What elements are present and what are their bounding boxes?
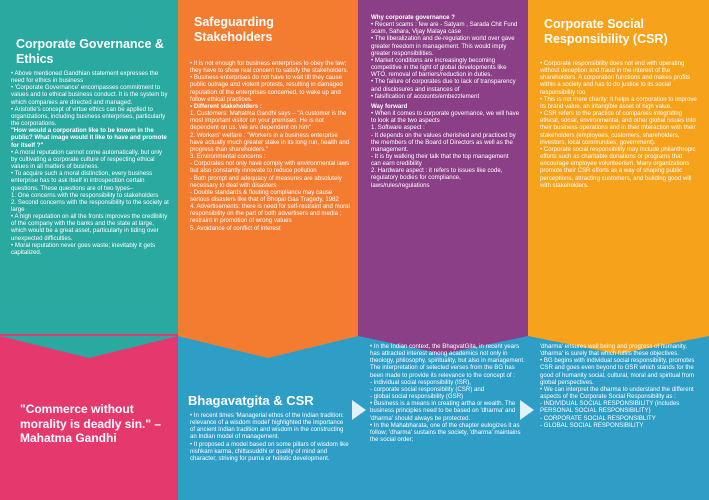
para: • falsification of accounts/embezzlement xyxy=(371,92,480,100)
governance-text xyxy=(0,70,178,256)
para: 2. Workers' welfare : "Workers in a business enterprise have actually much greater stake in its long run, health and progress than shareholders." xyxy=(190,131,350,153)
para: • A high reputation on all the fronts improves the credibility of the company with the banks and the state at large, which would be a great asset, particularly in tiding over unexpected difficulties. xyxy=(11,213,168,242)
para: 4. Advertisements: there is need for self-restraint and moral responsibility on the part of both advertisers and media ; restraint in promotion of wrong values xyxy=(190,203,350,225)
gita-title: Bhagavatgita & CSR xyxy=(188,393,314,408)
para: • A moral reputation cannot come automatically, but only by cultivating a corporate culture of respecting ethical values in all matters of business. xyxy=(11,148,163,171)
para: - global social responsibility (GSR) xyxy=(370,393,464,401)
para: • Market conditions are increasingly becoming competitive in the light of global developments like WTO, removal of barriers/reduction in duties. xyxy=(371,56,507,79)
stakeholders-title: Safeguarding Stakeholders xyxy=(194,15,274,44)
para: 2. Second concerns with the responsibility to the society at large xyxy=(11,198,169,213)
para: • It is not enough for business enterprises to obey the law; they have to show real concern to satisfy the stakeholders. xyxy=(190,60,349,75)
para: 5. Avoidance of conflict of interest xyxy=(190,224,281,232)
section-heading: Why corporate governance ? xyxy=(371,14,455,21)
para: • 'Corporate Governance' encompasses commitment to values and to ethical business conduct. It is the system by which companies are directed and managed. xyxy=(11,84,168,106)
para: • Aristotle's concept of virtue ethics can be applied to organizations, including business enterprises, particularly the corporations. xyxy=(11,105,166,128)
para: - individual social responsibility (ISR), xyxy=(370,378,471,386)
para: - It is by walking their talk that the top management can earn credibility xyxy=(371,152,509,168)
para: • It proposed a model based on some pillars of wisdom like nishkam karma, chittasuddhi or quality of mind and character, striving for purna or holistic development. xyxy=(190,440,349,462)
para: - GLOBAL SOCIAL RESPONSIBILITY xyxy=(540,421,644,429)
para: • Moral reputation never goes waste; inevitably it gets capitalized. xyxy=(11,241,156,256)
para: • BG begins with individual social responsibility, promotes CSR and goes even beyond to GSR which stands for the good of humanity social, cultural, moral and spiritual from global perspectives. xyxy=(540,357,695,386)
arrow-right-icon xyxy=(518,398,538,422)
stakeholders-text xyxy=(178,60,358,232)
para: • This is not mere charity: it helps a corporation to improve its brand value, an intangible asset of high value. xyxy=(540,95,697,110)
para: • In the Indian context, the BhagvatGita, in recent years has attracted interest among academics not only in theology, philosophy, spirituality, but also in management. The interpretation of selected verses from the BG has been made to provide its relevance to the concept of : xyxy=(370,343,525,379)
para-bold: • Different stakeholders : xyxy=(190,102,262,110)
para: 1. Software aspect : xyxy=(371,124,425,132)
csr-text xyxy=(528,60,709,189)
para: • Above mentioned Gandhian statement expresses the need for ethics in business xyxy=(11,70,159,85)
para: - It depends on the values cherished and practiced by the members of the Board of Directors as well as the management. xyxy=(371,131,516,153)
para: - Both prompt and adequacy of measures are absolutely necessary to deal with disasters xyxy=(190,174,342,189)
para: • To acquire such a moral distinction, every business enterprise has to ask itself in introspection certain questions. These questions are of two types– xyxy=(11,170,153,192)
para: 1. Customers: Mahatma Gandhi says – "A customer is the most important visitor on your premises. He is not dependent on us. We are dependent on him" xyxy=(190,110,347,132)
para: - Corporates not only have comply with environmental laws but also constantly innovate to reduce pollution xyxy=(190,160,350,175)
para: • Business enterprises do not have to wait till they cause public outrage and violent protests, resulting in damaged reputation of the enterprises concerned, to wake up and follow ethical practices. xyxy=(190,74,343,103)
gita-mid-text xyxy=(370,343,525,443)
para: - INDIVIDUAL SOCIAL RESPONSIBILITY (includes PERSONAL SOCIAL RESPONSIBILITY) xyxy=(540,400,680,415)
para: • Business is a means in creating artha or wealth. The business principles need to be based on 'dharma' and 'dharma' should always be protected. xyxy=(370,400,516,422)
para: - corporate social responsibility (CSR) and xyxy=(370,385,485,393)
para: • The failure of corporates due to lack of transparency and disclosures and instances of xyxy=(371,78,516,93)
para: - Double standards & flouting compliance may cause serious disasters like that of Bhopal Gas Tragedy, 1982 xyxy=(190,188,339,203)
para: • Corporate social responsibility may include philanthropic efforts such as charitable donations or programs that encourage employee volunteerism. Many organizations promote their CSR efforts as a way of shaping public perceptions, attracting customers, and building good will with stakeholders. xyxy=(540,145,696,189)
para: - CORPORATE SOCIAL RESPONSIBLITY xyxy=(540,414,656,422)
csr-title: Corporate Social Responsibility (CSR) xyxy=(544,17,668,46)
para: • Recent scams : few are - Satyam , Sarada Chit Fund scam, Sahara, Vijay Malaya case xyxy=(371,21,518,36)
para: • CSR refers to the practice of companies integrating ethical, social, environmental, and other global issues into their business operations and in their interaction with their stakeholders (employees, customers, shareholders, investors, local communities, government). xyxy=(540,110,696,146)
para: • Corporate responsibility does not end with operating without deception and fraud in the interest of the shareholders. A corporation functions and makes profits within a society and has to do justice to its social responsibility too xyxy=(540,60,691,96)
para-bold: "How would a corporation like to be known in the public? What image would it like to have and promote for itself ?" xyxy=(11,127,167,149)
gita-right-text xyxy=(540,343,700,429)
gita-left-text xyxy=(190,412,350,462)
section-heading: Way forward xyxy=(371,102,408,110)
why-governance-text xyxy=(358,14,528,189)
para: 3. Environmental concerns : xyxy=(190,153,266,161)
governance-title: Corporate Governance & Ethics xyxy=(16,37,164,66)
para: • The liberalization and de-regulation world over gave greater freedom in management. This would imply greater responsibilities. xyxy=(371,35,515,57)
para: • In the Mahabharata, one of the chapter eulogizes it as follow; 'dharma' sustains the society, 'dharma' maintains the social order; xyxy=(370,421,521,444)
arrow-right-icon xyxy=(350,398,370,422)
para: • When it comes to corporate governance, we will have to look at the two aspects xyxy=(371,110,520,125)
gandhi-quote: "Commerce without morality is deadly sin." – Mahatma Gandhi xyxy=(20,402,162,445)
para: • We can interpret the dharma to understand the different aspects of the Corporate Social Responsibility as : xyxy=(540,385,694,401)
para: 'dharma' ensures well being and progress of humanity, 'dharma' is surely that which fulfils these objectives. xyxy=(540,343,687,358)
para: • In recent times 'Managerial ethos of the Indian tradition: relevance of a wisdom model' highlighted the importance of ancient Indian tradition and wisdom in the constructing an Indian model of management. xyxy=(190,412,344,441)
para: 2. Hardware aspect : it refers to issues like code, regulatory bodies for compliance, laws/rules/regulations xyxy=(371,167,503,189)
para: 1. One concerns with the responsibility to stakeholders xyxy=(11,191,159,199)
